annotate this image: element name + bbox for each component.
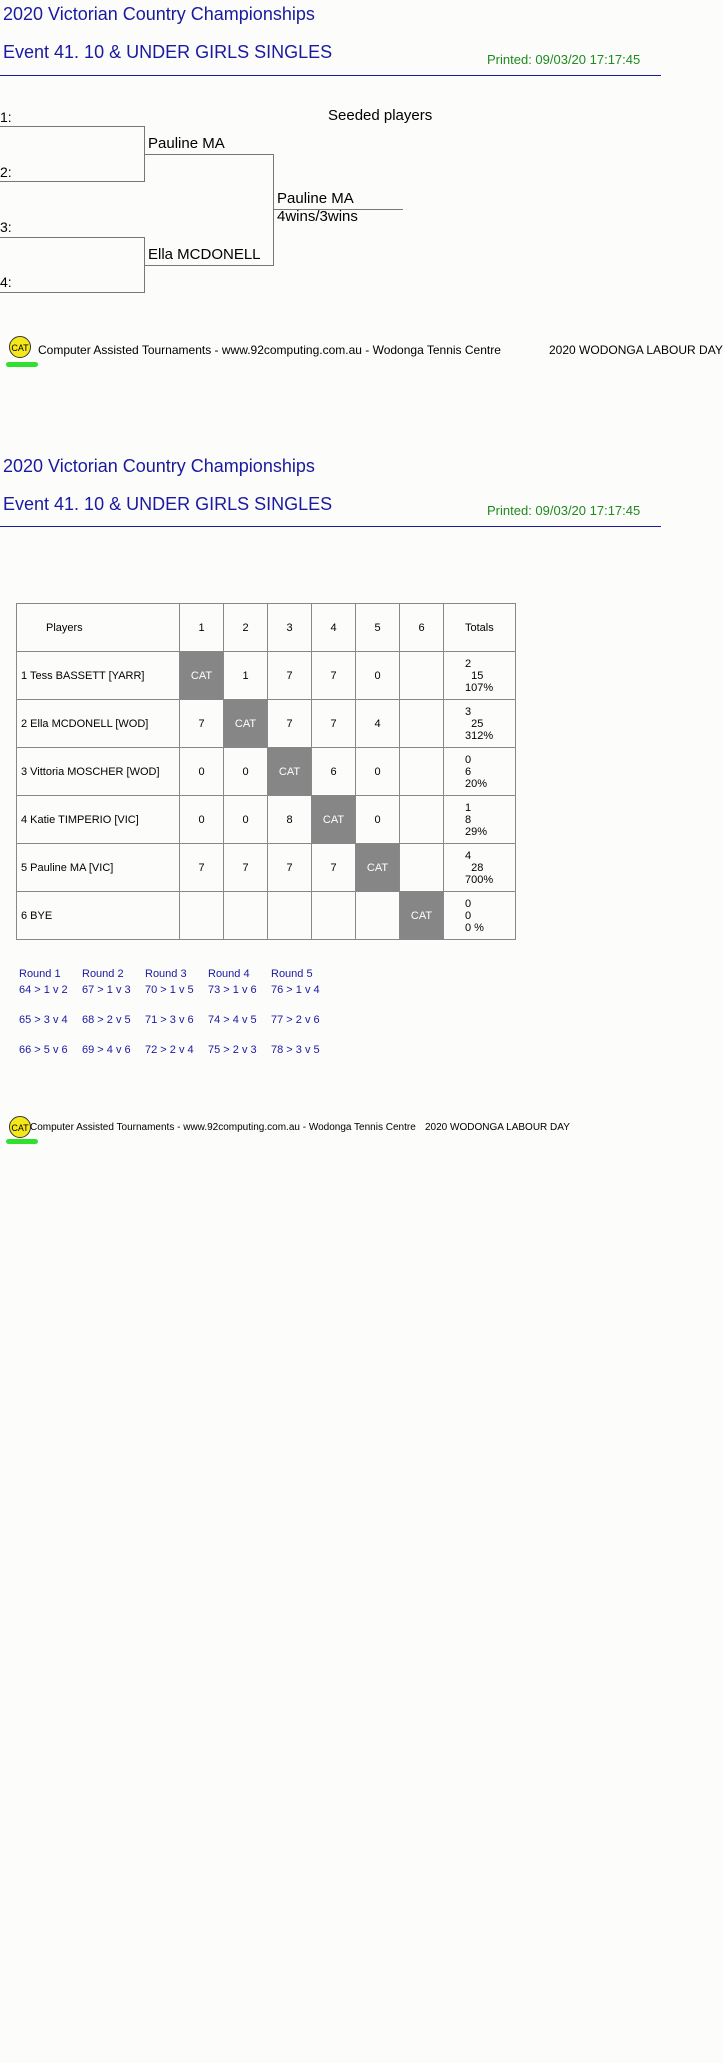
score-cell xyxy=(224,892,268,940)
totals-line: 312% xyxy=(465,729,494,742)
table-row xyxy=(17,700,516,748)
page1-event-title: Event 41. 10 & UNDER GIRLS SINGLES xyxy=(3,42,333,62)
header-col-2: 2 xyxy=(224,604,268,652)
round-match: 77 > 2 v 6 xyxy=(271,1014,320,1026)
draw-slot-4: 4: xyxy=(0,274,12,290)
totals-line: 0 % xyxy=(465,921,484,934)
player-name: 2 Ella MCDONELL [WOD] xyxy=(17,700,180,748)
cat-logo-icon: CAT xyxy=(9,336,31,358)
score-cell: 7 xyxy=(224,844,268,892)
score-cell xyxy=(180,892,224,940)
table-row xyxy=(17,892,516,940)
totals-cell xyxy=(444,892,516,940)
round-match: 66 > 5 v 6 xyxy=(19,1044,68,1056)
score-cell: 8 xyxy=(268,796,312,844)
totals-line: 4 xyxy=(465,849,472,862)
player-name: 6 BYE xyxy=(17,892,180,940)
draw-line-semi-1 xyxy=(145,154,274,155)
score-cell: 6 xyxy=(312,748,356,796)
draw-line-slot-2 xyxy=(0,181,145,182)
draw-slot-1: 1: xyxy=(0,109,12,125)
totals-line: 8 xyxy=(465,813,472,826)
cat-logo-icon-2: CAT xyxy=(9,1116,31,1138)
score-cell: 0 xyxy=(356,796,400,844)
round-label: Round 4 xyxy=(208,968,250,980)
score-cell: 7 xyxy=(312,652,356,700)
score-cell xyxy=(400,796,444,844)
round-match: 78 > 3 v 5 xyxy=(271,1044,320,1056)
totals-line: 0 xyxy=(465,909,472,922)
draw-slot-3: 3: xyxy=(0,219,12,235)
totals-line: 25 xyxy=(465,717,484,730)
table-row xyxy=(17,748,516,796)
score-cell: 7 xyxy=(268,652,312,700)
round-label: Round 3 xyxy=(145,968,187,980)
self-match-cell: CAT xyxy=(356,844,400,892)
round-match: 64 > 1 v 2 xyxy=(19,984,68,996)
seeded-players-label: Seeded players xyxy=(328,107,433,124)
table-header-row xyxy=(17,604,516,652)
draw-line-semi-2 xyxy=(145,265,274,266)
totals-line: 3 xyxy=(465,705,472,718)
draw-final-winner: Pauline MA xyxy=(277,190,354,207)
page1-footer-text: Computer Assisted Tournaments - www.92computing.com.au - Wodonga Tennis Centre xyxy=(38,343,501,357)
totals-cell xyxy=(444,844,516,892)
score-cell xyxy=(400,844,444,892)
totals-cell xyxy=(444,748,516,796)
header-col-6: 6 xyxy=(400,604,444,652)
totals-line: 1 xyxy=(465,801,472,814)
score-cell xyxy=(356,892,400,940)
header-col-1: 1 xyxy=(180,604,224,652)
round-label: Round 1 xyxy=(19,968,61,980)
table-row xyxy=(17,796,516,844)
score-cell xyxy=(400,700,444,748)
round-label: Round 2 xyxy=(82,968,124,980)
table-row xyxy=(17,652,516,700)
draw-semi-winner-1: Pauline MA xyxy=(148,135,225,152)
round-match: 65 > 3 v 4 xyxy=(19,1014,68,1026)
totals-line: 700% xyxy=(465,873,494,886)
score-cell: 7 xyxy=(312,700,356,748)
round-match: 74 > 4 v 5 xyxy=(208,1014,257,1026)
round-label: Round 5 xyxy=(271,968,313,980)
cat-logo-bar-2 xyxy=(6,1139,38,1144)
score-cell: 0 xyxy=(224,796,268,844)
draw-slot-2: 2: xyxy=(0,164,12,180)
page2-event-title: Event 41. 10 & UNDER GIRLS SINGLES xyxy=(3,494,333,514)
totals-line: 6 xyxy=(465,765,472,778)
page2-footer-event: 2020 WODONGA LABOUR DAY xyxy=(425,1122,570,1133)
header-players: Players xyxy=(17,604,180,652)
draw-line-slot-3 xyxy=(0,237,145,238)
page2-title: 2020 Victorian Country Championships xyxy=(3,456,315,476)
score-cell xyxy=(400,748,444,796)
score-cell: 4 xyxy=(356,700,400,748)
round-robin-table xyxy=(16,603,516,940)
round-match: 68 > 2 v 5 xyxy=(82,1014,131,1026)
score-cell xyxy=(312,892,356,940)
player-name: 3 Vittoria MOSCHER [WOD] xyxy=(17,748,180,796)
header-col-5: 5 xyxy=(356,604,400,652)
totals-line: 0 xyxy=(465,753,472,766)
round-match: 76 > 1 v 4 xyxy=(271,984,320,996)
totals-line: 15 xyxy=(465,669,484,682)
score-cell: 7 xyxy=(180,844,224,892)
draw-final-score: 4wins/3wins xyxy=(277,208,358,225)
score-cell: 7 xyxy=(180,700,224,748)
score-cell: 0 xyxy=(180,796,224,844)
table-row xyxy=(17,844,516,892)
round-match: 70 > 1 v 5 xyxy=(145,984,194,996)
score-cell: 1 xyxy=(224,652,268,700)
totals-cell xyxy=(444,652,516,700)
round-match: 73 > 1 v 6 xyxy=(208,984,257,996)
page2-printed-timestamp: Printed: 09/03/20 17:17:45 xyxy=(487,503,641,518)
cat-logo-bar xyxy=(6,362,38,367)
totals-line: 29% xyxy=(465,825,488,838)
self-match-cell: CAT xyxy=(180,652,224,700)
score-cell: 7 xyxy=(268,844,312,892)
round-match: 69 > 4 v 6 xyxy=(82,1044,131,1056)
totals-line: 2 xyxy=(465,657,472,670)
totals-line: 107% xyxy=(465,681,494,694)
round-match: 75 > 2 v 3 xyxy=(208,1044,257,1056)
score-cell xyxy=(268,892,312,940)
draw-line-slot-1 xyxy=(0,126,145,127)
header-totals: Totals xyxy=(444,604,516,652)
page1-title: 2020 Victorian Country Championships xyxy=(3,4,315,24)
round-match: 72 > 2 v 4 xyxy=(145,1044,194,1056)
score-cell: 0 xyxy=(224,748,268,796)
score-cell: 7 xyxy=(312,844,356,892)
header-col-3: 3 xyxy=(268,604,312,652)
draw-semi-winner-2: Ella MCDONELL xyxy=(148,246,261,263)
page1-printed-timestamp: Printed: 09/03/20 17:17:45 xyxy=(487,52,641,67)
score-cell: 0 xyxy=(180,748,224,796)
self-match-cell: CAT xyxy=(312,796,356,844)
score-cell: 7 xyxy=(268,700,312,748)
score-cell xyxy=(400,652,444,700)
score-cell: 0 xyxy=(356,748,400,796)
header-col-4: 4 xyxy=(312,604,356,652)
player-name: 4 Katie TIMPERIO [VIC] xyxy=(17,796,180,844)
page1-footer-event: 2020 WODONGA LABOUR DAY xyxy=(549,343,723,357)
self-match-cell: CAT xyxy=(224,700,268,748)
player-name: 5 Pauline MA [VIC] xyxy=(17,844,180,892)
totals-line: 28 xyxy=(465,861,484,874)
round-match: 67 > 1 v 3 xyxy=(82,984,131,996)
page2-header-rule xyxy=(0,526,661,527)
draw-connector-final xyxy=(273,154,274,266)
totals-line: 0 xyxy=(465,897,472,910)
score-cell: 0 xyxy=(356,652,400,700)
totals-cell xyxy=(444,700,516,748)
self-match-cell: CAT xyxy=(400,892,444,940)
page1-header-rule xyxy=(0,75,661,76)
self-match-cell: CAT xyxy=(268,748,312,796)
player-name: 1 Tess BASSETT [YARR] xyxy=(17,652,180,700)
draw-line-slot-4 xyxy=(0,292,145,293)
round-match: 71 > 3 v 6 xyxy=(145,1014,194,1026)
totals-cell xyxy=(444,796,516,844)
totals-line: 20% xyxy=(465,777,488,790)
page2-footer-text: Computer Assisted Tournaments - www.92computing.com.au - Wodonga Tennis Centre xyxy=(30,1122,416,1133)
